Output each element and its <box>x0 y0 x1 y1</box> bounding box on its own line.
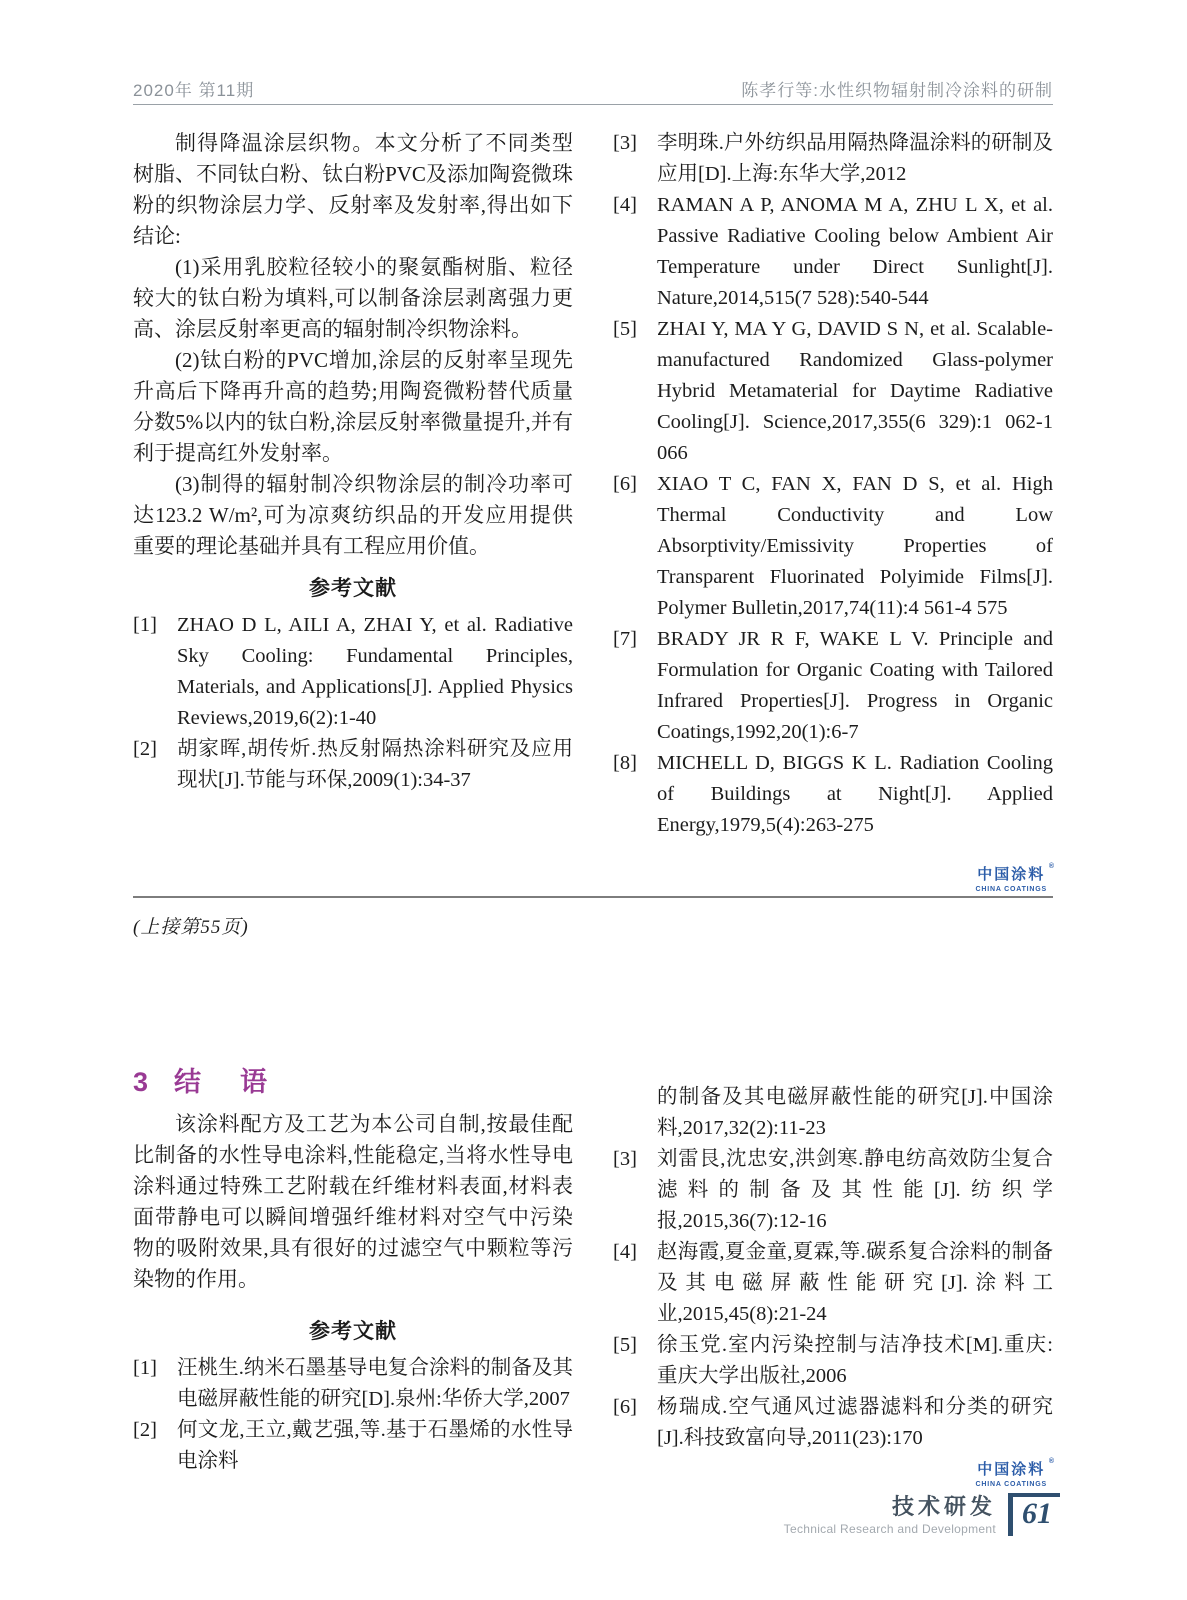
reference-label: [1] <box>133 614 157 636</box>
china-coatings-logo <box>975 863 1054 893</box>
reference-text: ZHAO D L, AILI A, ZHAI Y, et al. Radiative Sky Cooling: Fundamental Principles, Materials, and Applications[J]. Applied Physics Reviews,2019,6(2):1-40 <box>177 614 573 729</box>
china-coatings-logo <box>975 1458 1054 1488</box>
reference-label: [1] <box>133 1357 157 1379</box>
page-footer <box>133 1493 1060 1536</box>
logo-en-text: CHINA COATINGS <box>975 885 1047 893</box>
reference-item <box>613 624 1053 748</box>
reference-item <box>613 469 1053 624</box>
reference-item <box>613 748 1053 841</box>
reference-item <box>133 734 573 796</box>
reference-label: [7] <box>613 628 637 650</box>
conclusion-paragraph: (2)钛白粉的PVC增加,涂层的反射率呈现先升高后下降再升高的趋势;用陶瓷微粉替代质量分数5%以内的钛白粉,涂层反射率微量提升,并有利于提高红外发射率。 <box>133 348 573 465</box>
logo-trademark-icon: ® <box>1048 863 1054 870</box>
footer-section-en: Technical Research and Development <box>783 1522 996 1536</box>
reference-label: [6] <box>613 1396 637 1418</box>
body-paragraph: 该涂料配方及工艺为本公司自制,按最佳配比制备的水性导电涂料,性能稳定,当将水性导电涂料通过特殊工艺附载在纤维材料表面,材料表面带静电可以瞬间增强纤维材料对空气中污染物的吸附效果,具有很好的过滤空气中颗粒等污染物的作用。 <box>133 1112 573 1291</box>
reference-text: 徐玉党.室内污染控制与洁净技术[M].重庆:重庆大学出版社,2006 <box>657 1334 1053 1387</box>
reference-label: [4] <box>613 194 637 216</box>
reference-label: [5] <box>613 1334 637 1356</box>
logo-en-text: CHINA COATINGS <box>975 1480 1047 1488</box>
continuation-note: (上接第55页) <box>133 917 249 938</box>
section-number: 3 <box>133 1067 149 1097</box>
reference-text: 赵海霞,夏金童,夏霖,等.碳系复合涂料的制备及其电磁屏蔽性能研究[J].涂料工业,2015,45(8):21-24 <box>657 1241 1053 1325</box>
reference-item <box>133 1415 573 1477</box>
references-heading: 参考文献 <box>309 1320 397 1343</box>
footer-section-block <box>784 1494 996 1536</box>
reference-label: [5] <box>613 318 637 340</box>
reference-item <box>613 128 1053 190</box>
reference-item <box>133 1353 573 1415</box>
reference-text: ZHAI Y, MA Y G, DAVID S N, et al. Scalable-manufactured Randomized Glass-polymer Hybrid Metamaterial for Daytime Radiative Cooling[J]. Science,2017,355(6 329):1 062-1 066 <box>657 318 1053 464</box>
logo-cn-text: 中国涂料 ® <box>977 863 1054 883</box>
logo-cn-text: 中国涂料 ® <box>977 1458 1054 1478</box>
running-title: 陈孝行等:水性织物辐射制冷涂料的研制 <box>741 81 1053 100</box>
reference-text: 杨瑞成.空气通风过滤器滤料和分类的研究[J].科技致富向导,2011(23):170 <box>657 1396 1053 1449</box>
reference-text: MICHELL D, BIGGS K L. Radiation Cooling of Buildings at Night[J]. Applied Energy,1979,5(4):263-275 <box>657 752 1053 836</box>
reference-label: [2] <box>133 738 157 760</box>
article-divider-rule <box>133 896 1053 898</box>
reference-text: 何文龙,王立,戴艺强,等.基于石墨烯的水性导电涂料 <box>177 1419 573 1472</box>
reference-item <box>613 190 1053 314</box>
article-bottom-section <box>133 1056 1053 1488</box>
references-list <box>133 1353 573 1477</box>
reference-label: [6] <box>613 473 637 495</box>
journal-issue: 2020年 第11期 <box>133 81 255 100</box>
top-right-column <box>613 128 1053 893</box>
reference-text: XIAO T C, FAN X, FAN D S, et al. High Thermal Conductivity and Low Absorptivity/Emissivity Properties of Transparent Fluorinated Polyimide Films[J]. Polymer Bulletin,2017,74(11):4 561-4 575 <box>657 473 1053 619</box>
reference-item <box>613 1392 1053 1454</box>
reference-text: 胡家晖,胡传炘.热反射隔热涂料研究及应用现状[J].节能与环保,2009(1):34-37 <box>177 738 573 791</box>
reference-item <box>133 610 573 734</box>
reference-item <box>613 1237 1053 1330</box>
reference-text: 汪桃生.纳米石墨基导电复合涂料的制备及其电磁屏蔽性能的研究[D].泉州:华侨大学,2007 <box>177 1357 573 1410</box>
bottom-left-column <box>133 1056 573 1488</box>
conclusion-paragraph: 制得降温涂层织物。本文分析了不同类型树脂、不同钛白粉、钛白粉PVC及添加陶瓷微珠粉的织物涂层力学、反射率及发射率,得出如下结论: <box>133 131 573 248</box>
references-heading: 参考文献 <box>309 577 397 600</box>
logo-trademark-icon: ® <box>1048 1458 1054 1465</box>
reference-item <box>613 1144 1053 1237</box>
page-number-badge <box>1008 1493 1060 1536</box>
reference-text: 李明珠.户外纺织品用隔热降温涂料的研制及应用[D].上海:东华大学,2012 <box>657 132 1053 185</box>
bottom-right-column <box>613 1056 1053 1488</box>
page-number: 61 <box>1022 1497 1052 1530</box>
reference-item <box>613 1330 1053 1392</box>
reference-continuation: 的制备及其电磁屏蔽性能的研究[J].中国涂料,2017,32(2):11-23 <box>657 1086 1053 1139</box>
reference-item <box>613 314 1053 469</box>
conclusion-paragraph: (1)采用乳胶粒径较小的聚氨酯树脂、粒径较大的钛白粉为填料,可以制备涂层剥离强力更高、涂层反射率更高的辐射制冷织物涂料。 <box>133 255 573 341</box>
header-rule <box>133 104 1053 105</box>
reference-label: [3] <box>613 132 637 154</box>
reference-text: 刘雷艮,沈忠安,洪剑寒.静电纺高效防尘复合滤料的制备及其性能[J].纺织学报,2015,36(7):12-16 <box>657 1148 1053 1232</box>
reference-label: [8] <box>613 752 637 774</box>
references-list <box>133 610 573 796</box>
footer-section-cn: 技术研发 <box>891 1493 996 1519</box>
section-heading <box>133 1060 573 1099</box>
page-header <box>133 76 1053 101</box>
references-list <box>613 1144 1053 1454</box>
top-left-column <box>133 128 573 893</box>
reference-text: RAMAN A P, ANOMA M A, ZHU L X, et al. Passive Radiative Cooling below Ambient Air Temperature under Direct Sunlight[J]. Nature,2014,515(7 528):540-544 <box>657 194 1053 309</box>
reference-text: BRADY JR R F, WAKE L V. Principle and Formulation for Organic Coating with Tailored Infrared Properties[J]. Progress in Organic Coatings,1992,20(1):6-7 <box>657 628 1053 743</box>
section-title: 结 语 <box>174 1067 274 1097</box>
reference-label: [2] <box>133 1419 157 1441</box>
references-list <box>613 128 1053 841</box>
article-top-section <box>133 128 1053 893</box>
reference-label: [4] <box>613 1241 637 1263</box>
conclusion-paragraph: (3)制得的辐射制冷织物涂层的制冷功率可达123.2 W/m²,可为凉爽纺织品的开发应用提供重要的理论基础并具有工程应用价值。 <box>133 472 573 558</box>
reference-label: [3] <box>613 1148 637 1170</box>
